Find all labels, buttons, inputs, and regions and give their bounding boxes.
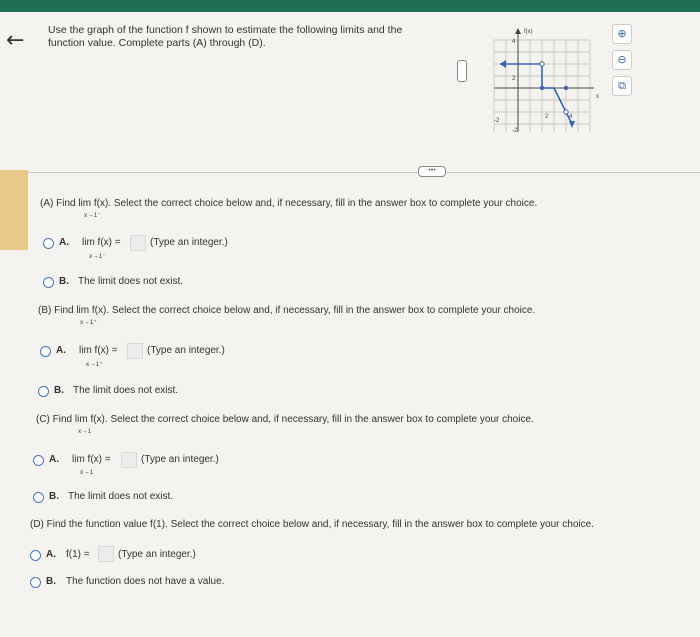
closed-point: [564, 86, 568, 90]
down-arrow-icon: [569, 121, 575, 128]
part-d-option-a-radio[interactable]: [30, 550, 41, 561]
tick-label: 2: [512, 76, 516, 82]
graph-tools: [612, 24, 634, 102]
part-c-option-a-sub: x→1: [80, 469, 94, 476]
graph-label: f(x): [524, 29, 533, 35]
part-c-answer-input[interactable]: [121, 452, 137, 468]
part-d-hint: (Type an integer.): [118, 549, 196, 560]
part-a-option-b-letter: B.: [59, 276, 69, 287]
part-a-option-a-expr: lim f(x) =: [82, 237, 121, 248]
part-a-option-b-text: The limit does not exist.: [78, 276, 184, 287]
function-graph: [482, 22, 602, 137]
panel-resize-handle[interactable]: [457, 60, 467, 82]
part-a-option-b-radio[interactable]: [43, 277, 54, 288]
part-b-hint: (Type an integer.): [147, 345, 225, 356]
part-c-hint: (Type an integer.): [141, 454, 219, 465]
y-axis-arrow-icon: [515, 28, 521, 34]
tick-label: 4: [512, 39, 516, 45]
part-c-prompt: (C) Find lim f(x). Select the correct choice below and, if necessary, fill in the answer box to complete your choice.: [36, 414, 534, 425]
part-b-option-a-letter: A.: [56, 345, 66, 356]
part-b-option-a-sub: x→1⁺: [86, 361, 103, 368]
tick-label: -2: [494, 118, 500, 124]
part-c-option-a-radio[interactable]: [33, 455, 44, 466]
part-a-hint: (Type an integer.): [150, 237, 228, 248]
part-c-prompt-sub: x→1: [78, 428, 92, 435]
part-c-option-a-expr: lim f(x) =: [72, 454, 111, 465]
closed-point: [540, 86, 544, 90]
part-c-option-b-text: The limit does not exist.: [68, 491, 174, 502]
open-point: [564, 110, 568, 114]
back-arrow-icon[interactable]: ←: [6, 28, 25, 53]
part-b-option-a-expr: lim f(x) =: [79, 345, 118, 356]
zoom-in-icon[interactable]: ⊕: [612, 24, 632, 44]
part-c-option-a-letter: A.: [49, 454, 59, 465]
part-b-option-b-radio[interactable]: [38, 386, 49, 397]
part-d-option-b-radio[interactable]: [30, 577, 41, 588]
part-a-prompt-sub: x→1⁻: [84, 212, 101, 219]
part-d-prompt: (D) Find the function value f(1). Select the correct choice below and, if necessary, fill in the answer box to complete your choice.: [30, 519, 594, 530]
x-axis-label: x: [596, 94, 599, 100]
part-a-prompt: (A) Find lim f(x). Select the correct choice below and, if necessary, fill in the answer box to complete your choice.: [40, 198, 538, 209]
part-d-option-b-letter: B.: [46, 576, 56, 587]
part-a-option-a-sub: x→1⁻: [89, 253, 106, 260]
function-curve: [500, 64, 572, 124]
part-d-option-b-text: The function does not have a value.: [66, 576, 225, 587]
part-b-answer-input[interactable]: [127, 343, 143, 359]
graph-axes: [494, 32, 594, 132]
open-point: [540, 62, 544, 66]
top-bar: [0, 0, 700, 12]
tick-label: 2: [545, 114, 549, 120]
popout-icon[interactable]: ⧉: [612, 76, 632, 96]
part-b-prompt: (B) Find lim f(x). Select the correct choice below and, if necessary, fill in the answer box to complete your choice.: [38, 305, 536, 316]
left-arrow-icon: [500, 60, 506, 68]
tick-label: -2: [512, 128, 518, 134]
part-b-option-a-radio[interactable]: [40, 346, 51, 357]
part-b-option-b-text: The limit does not exist.: [73, 385, 179, 396]
part-b-option-b-letter: B.: [54, 385, 64, 396]
left-accent-strip: [0, 170, 28, 250]
part-d-option-a-letter: A.: [46, 549, 56, 560]
part-a-option-a-radio[interactable]: [43, 238, 54, 249]
part-b-prompt-sub: x→1⁺: [80, 319, 97, 326]
part-a-option-a-letter: A.: [59, 237, 69, 248]
tick-label: 4: [569, 114, 573, 120]
question-text: Use the graph of the function f shown to estimate the following limits and the function value. Complete parts (A) through (D).: [48, 24, 403, 49]
part-c-option-b-radio[interactable]: [33, 492, 44, 503]
zoom-out-icon[interactable]: ⊖: [612, 50, 632, 70]
part-a-answer-input[interactable]: [130, 235, 146, 251]
part-c-option-b-letter: B.: [49, 491, 59, 502]
section-divider: [28, 172, 700, 173]
part-d-answer-input[interactable]: [98, 546, 114, 562]
divider-drag-handle[interactable]: •••: [418, 166, 446, 177]
part-d-option-a-expr: f(1) =: [66, 549, 90, 560]
